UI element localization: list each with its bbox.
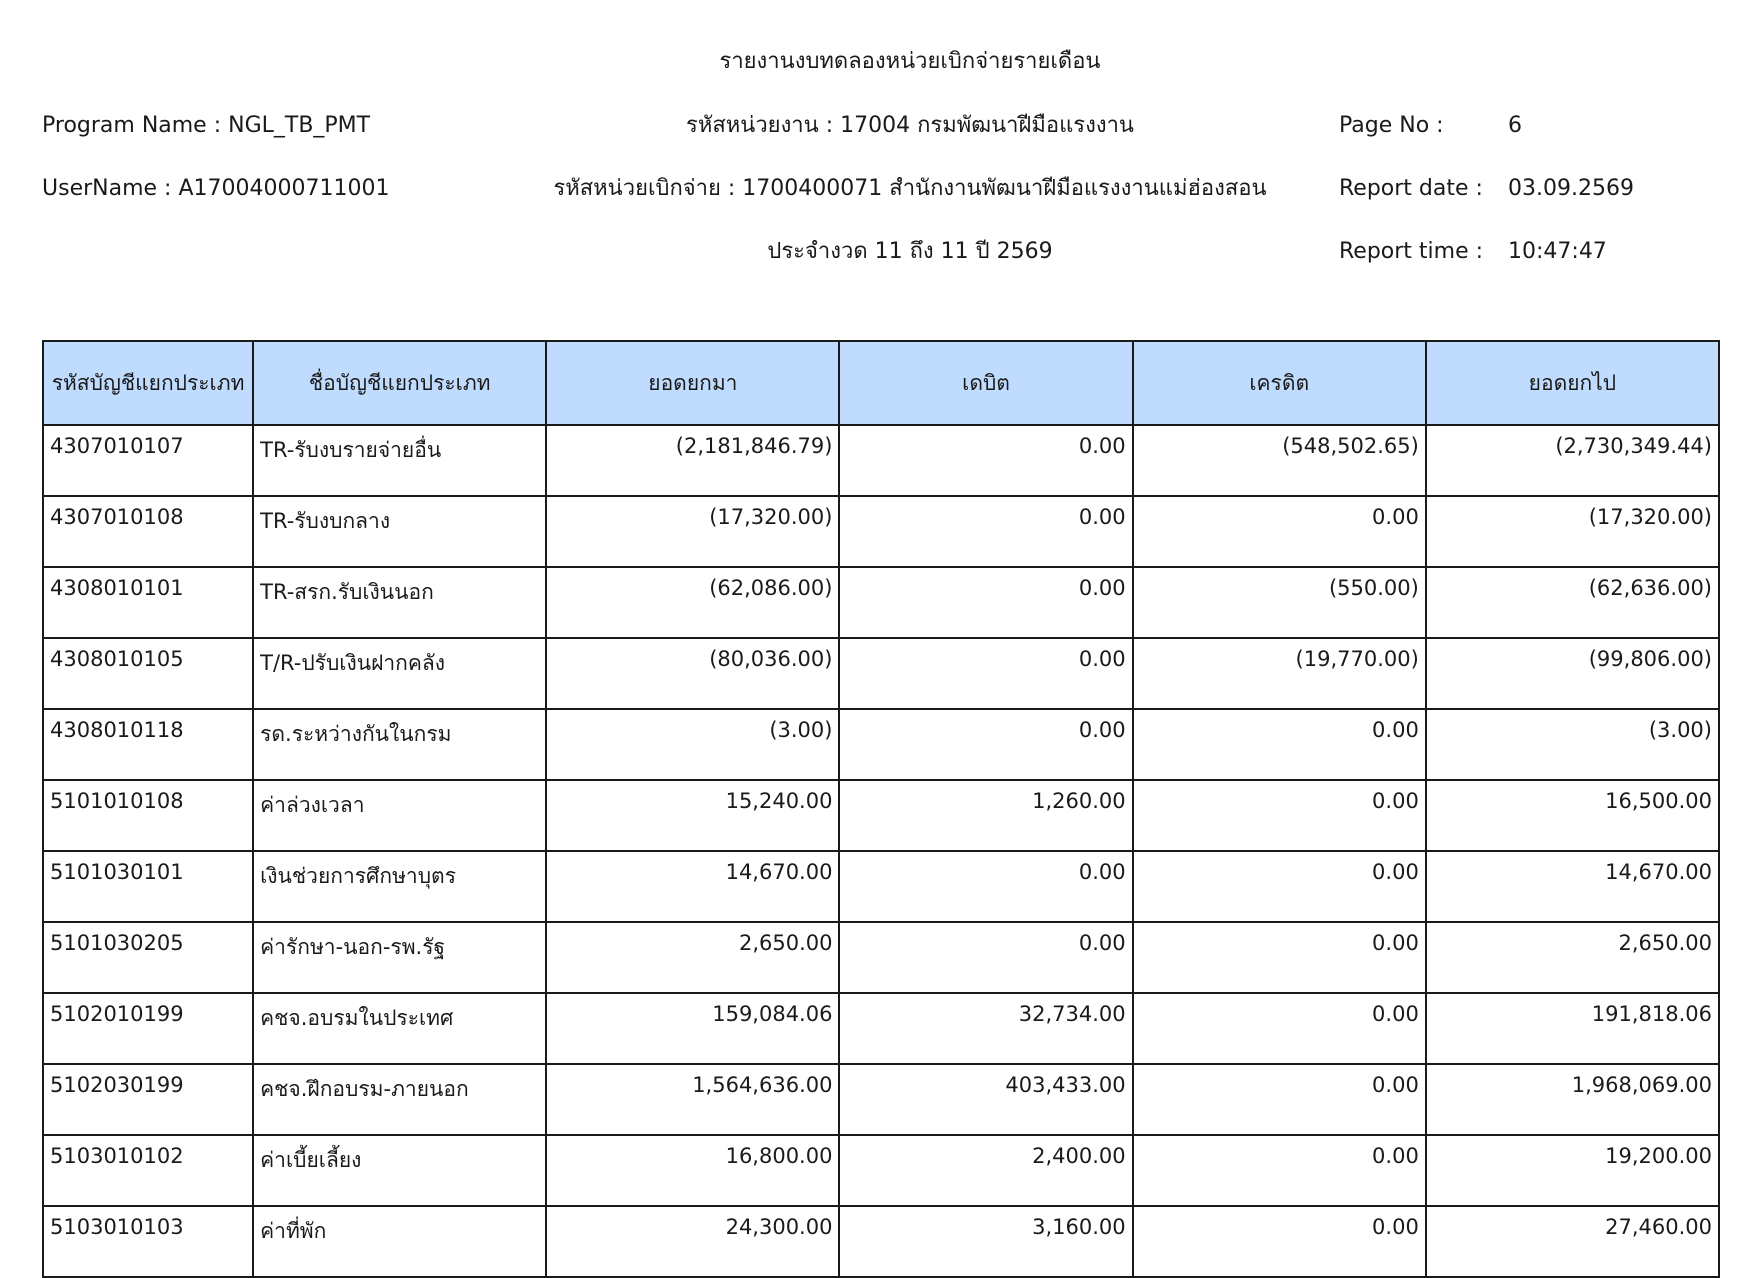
column-header-debit: เดบิต — [839, 341, 1132, 425]
report-date-label: Report date : — [1339, 176, 1483, 201]
report-time-label: Report time : — [1339, 239, 1484, 264]
report-period: ประจำงวด 11 ถึง 11 ปี 2569 — [767, 239, 1053, 264]
closing-balance-cell: 2,650.00 — [1426, 922, 1719, 993]
credit-cell: 0.00 — [1133, 709, 1426, 780]
table-row — [43, 1064, 1719, 1135]
debit-cell: 0.00 — [839, 922, 1132, 993]
closing-balance-cell: 14,670.00 — [1426, 851, 1719, 922]
opening-balance-cell: 159,084.06 — [546, 993, 839, 1064]
debit-cell: 0.00 — [839, 496, 1132, 567]
opening-balance-cell: (3.00) — [546, 709, 839, 780]
column-header-credit: เครดิต — [1133, 341, 1426, 425]
credit-cell: 0.00 — [1133, 496, 1426, 567]
opening-balance-cell: 15,240.00 — [546, 780, 839, 851]
account-code-cell: 4308010105 — [43, 638, 253, 709]
table-row — [43, 851, 1719, 922]
credit-cell: 0.00 — [1133, 922, 1426, 993]
account-code-cell: 5101030205 — [43, 922, 253, 993]
disbursing-unit: รหัสหน่วยเบิกจ่าย : 1700400071 สำนักงานพัฒนาฝีมือแรงงานแม่ฮ่องสอน — [553, 176, 1267, 201]
account-code-cell: 4308010118 — [43, 709, 253, 780]
table-row — [43, 780, 1719, 851]
username: UserName : A17004000711001 — [42, 176, 390, 201]
account-name-cell: คชจ.อบรมในประเทศ — [253, 993, 546, 1064]
account-name-cell: TR-สรก.รับเงินนอก — [253, 567, 546, 638]
column-header-account-code: รหัสบัญชีแยกประเภท — [43, 341, 253, 425]
credit-cell: 0.00 — [1133, 851, 1426, 922]
closing-balance-cell: 191,818.06 — [1426, 993, 1719, 1064]
table-row — [43, 993, 1719, 1064]
debit-cell: 2,400.00 — [839, 1135, 1132, 1206]
account-name-cell: คชจ.ฝึกอบรม-ภายนอก — [253, 1064, 546, 1135]
opening-balance-cell: (62,086.00) — [546, 567, 839, 638]
account-code-cell: 4307010107 — [43, 425, 253, 496]
debit-cell: 1,260.00 — [839, 780, 1132, 851]
table-row — [43, 567, 1719, 638]
credit-cell: 0.00 — [1133, 993, 1426, 1064]
table-header-row — [43, 341, 1719, 425]
account-name-cell: ค่ารักษา-นอก-รพ.รัฐ — [253, 922, 546, 993]
credit-cell: 0.00 — [1133, 1206, 1426, 1277]
opening-balance-cell: 2,650.00 — [546, 922, 839, 993]
closing-balance-cell: (2,730,349.44) — [1426, 425, 1719, 496]
closing-balance-cell: 19,200.00 — [1426, 1135, 1719, 1206]
debit-cell: 3,160.00 — [839, 1206, 1132, 1277]
opening-balance-cell: 16,800.00 — [546, 1135, 839, 1206]
credit-cell: (550.00) — [1133, 567, 1426, 638]
account-code-cell: 5101030101 — [43, 851, 253, 922]
closing-balance-cell: 1,968,069.00 — [1426, 1064, 1719, 1135]
account-name-cell: รด.ระหว่างกันในกรม — [253, 709, 546, 780]
opening-balance-cell: 1,564,636.00 — [546, 1064, 839, 1135]
report-title: รายงานงบทดลองหน่วยเบิกจ่ายรายเดือน — [719, 49, 1101, 74]
account-name-cell: TR-รับงบกลาง — [253, 496, 546, 567]
trial-balance-table — [42, 340, 1720, 1278]
debit-cell: 0.00 — [839, 425, 1132, 496]
debit-cell: 0.00 — [839, 567, 1132, 638]
account-name-cell: ค่าที่พัก — [253, 1206, 546, 1277]
column-header-account-name: ชื่อบัญชีแยกประเภท — [253, 341, 546, 425]
account-name-cell: T/R-ปรับเงินฝากคลัง — [253, 638, 546, 709]
credit-cell: 0.00 — [1133, 1064, 1426, 1135]
table-row — [43, 425, 1719, 496]
opening-balance-cell: 24,300.00 — [546, 1206, 839, 1277]
closing-balance-cell: 16,500.00 — [1426, 780, 1719, 851]
credit-cell: 0.00 — [1133, 780, 1426, 851]
table-row — [43, 1135, 1719, 1206]
department-code: รหัสหน่วยงาน : 17004 กรมพัฒนาฝีมือแรงงาน — [686, 113, 1134, 138]
closing-balance-cell: (3.00) — [1426, 709, 1719, 780]
table-row — [43, 922, 1719, 993]
account-code-cell: 4307010108 — [43, 496, 253, 567]
credit-cell: (19,770.00) — [1133, 638, 1426, 709]
opening-balance-cell: (17,320.00) — [546, 496, 839, 567]
column-header-opening-balance: ยอดยกมา — [546, 341, 839, 425]
opening-balance-cell: (80,036.00) — [546, 638, 839, 709]
closing-balance-cell: (99,806.00) — [1426, 638, 1719, 709]
report-time-value: 10:47:47 — [1508, 239, 1607, 264]
opening-balance-cell: 14,670.00 — [546, 851, 839, 922]
report-date-value: 03.09.2569 — [1508, 176, 1634, 201]
closing-balance-cell: (17,320.00) — [1426, 496, 1719, 567]
debit-cell: 32,734.00 — [839, 993, 1132, 1064]
account-code-cell: 5101010108 — [43, 780, 253, 851]
credit-cell: 0.00 — [1133, 1135, 1426, 1206]
program-name: Program Name : NGL_TB_PMT — [42, 113, 371, 138]
page-no-label: Page No : — [1339, 113, 1444, 138]
account-name-cell: ค่าเบี้ยเลี้ยง — [253, 1135, 546, 1206]
table-row — [43, 709, 1719, 780]
account-code-cell: 4308010101 — [43, 567, 253, 638]
table-row — [43, 1206, 1719, 1277]
debit-cell: 0.00 — [839, 709, 1132, 780]
column-header-closing-balance: ยอดยกไป — [1426, 341, 1719, 425]
account-code-cell: 5102030199 — [43, 1064, 253, 1135]
account-name-cell: ค่าล่วงเวลา — [253, 780, 546, 851]
table-row — [43, 638, 1719, 709]
debit-cell: 403,433.00 — [839, 1064, 1132, 1135]
closing-balance-cell: 27,460.00 — [1426, 1206, 1719, 1277]
page-no-value: 6 — [1508, 113, 1522, 138]
debit-cell: 0.00 — [839, 638, 1132, 709]
table-row — [43, 496, 1719, 567]
closing-balance-cell: (62,636.00) — [1426, 567, 1719, 638]
account-code-cell: 5102010199 — [43, 993, 253, 1064]
credit-cell: (548,502.65) — [1133, 425, 1426, 496]
opening-balance-cell: (2,181,846.79) — [546, 425, 839, 496]
account-code-cell: 5103010102 — [43, 1135, 253, 1206]
account-name-cell: TR-รับงบรายจ่ายอื่น — [253, 425, 546, 496]
debit-cell: 0.00 — [839, 851, 1132, 922]
account-name-cell: เงินช่วยการศึกษาบุตร — [253, 851, 546, 922]
account-code-cell: 5103010103 — [43, 1206, 253, 1277]
